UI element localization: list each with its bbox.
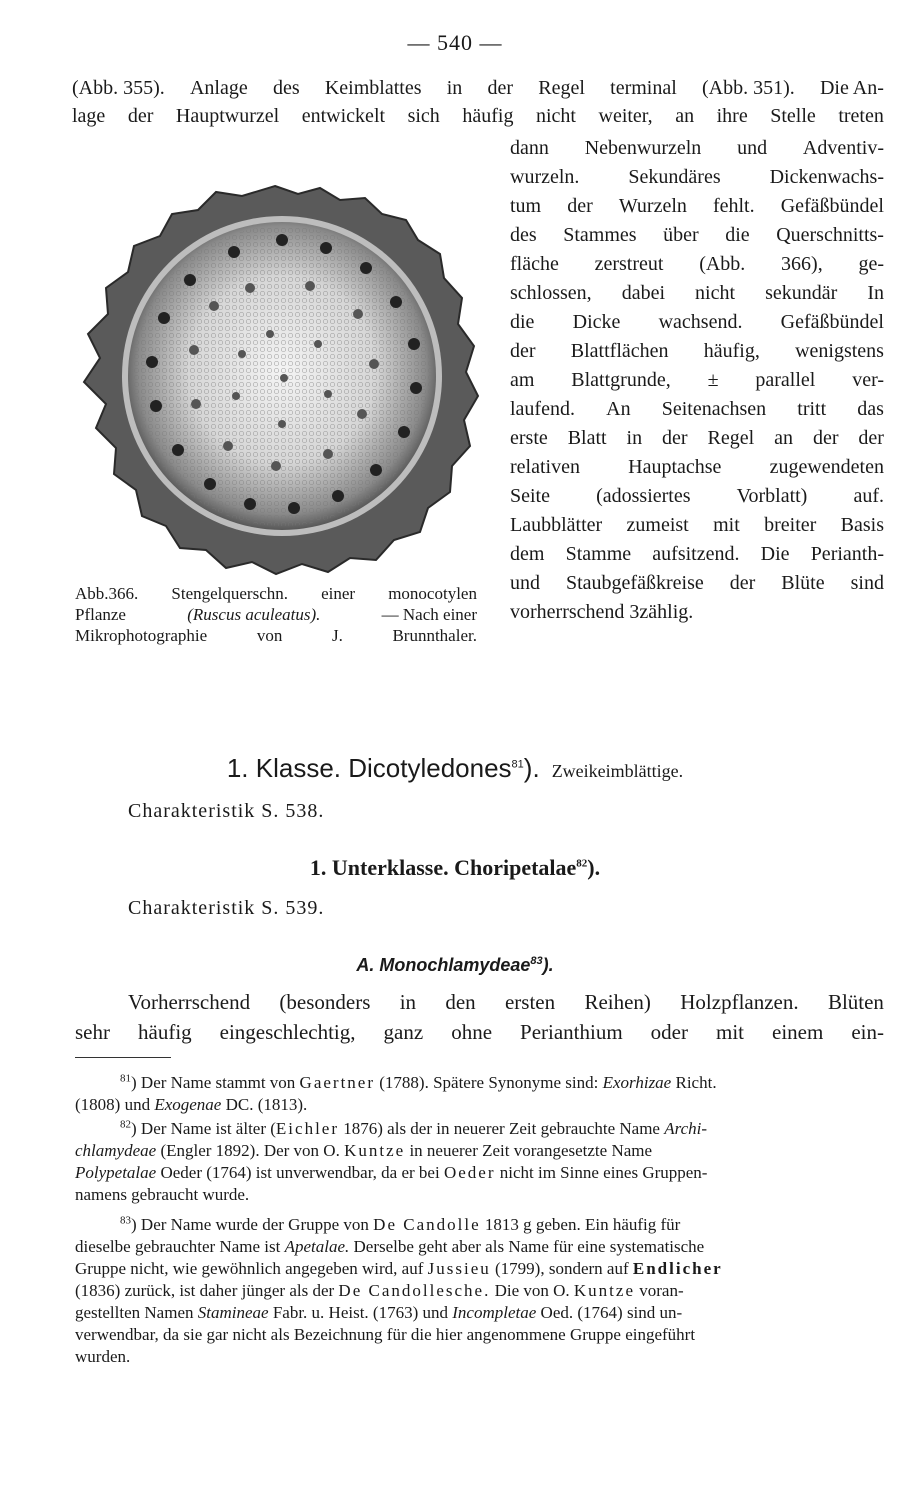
body-text-line <box>510 397 884 421</box>
word: parallel <box>755 369 816 391</box>
body-text-line <box>510 223 884 247</box>
body-text-line <box>510 426 884 450</box>
word: Dicke <box>572 311 621 333</box>
word: Wurzeln <box>618 195 687 217</box>
word: Abb.366. <box>75 584 139 603</box>
word: erste <box>510 427 548 449</box>
word: zugewendeten <box>769 456 884 478</box>
word: der <box>567 195 593 217</box>
body-text-line <box>510 136 884 160</box>
stem-cross-section-figure <box>70 178 485 578</box>
body-text-line <box>510 339 884 363</box>
word: Blattflächen <box>570 340 669 362</box>
word: nicht <box>535 105 576 127</box>
caption-line <box>75 604 477 625</box>
word: sekundär <box>765 282 838 304</box>
word: Reihen) <box>584 990 651 1014</box>
word: Basis <box>840 514 884 536</box>
word: Die An- <box>819 77 884 99</box>
word: nicht <box>695 282 736 304</box>
word: einer <box>321 584 356 603</box>
word: mit <box>716 1020 745 1044</box>
word: ihre <box>716 105 748 127</box>
word: (adossiertes <box>596 485 691 507</box>
word: ohne <box>451 1020 493 1044</box>
word: tum <box>510 195 542 217</box>
body-text-line <box>510 281 884 305</box>
figure-caption <box>75 583 477 646</box>
word: die <box>725 224 750 246</box>
paragraph-line <box>128 990 884 1014</box>
caption-text: Pflanze <box>75 605 126 624</box>
word: Seitenachsen <box>661 398 767 420</box>
caption-text: — Nach einer <box>381 605 477 624</box>
word: der <box>858 427 884 449</box>
word: an <box>675 105 695 127</box>
word: sehr <box>75 1020 110 1044</box>
word: Seite <box>510 485 550 507</box>
word: Blüten <box>827 990 884 1014</box>
word: des <box>510 224 537 246</box>
word: zumeist <box>626 514 689 536</box>
body-text-line <box>510 542 884 566</box>
body-text-line <box>510 368 884 392</box>
word: ein- <box>851 1020 884 1044</box>
word: fläche <box>510 253 559 275</box>
word: Anlage <box>189 77 248 99</box>
word: aufsitzend. <box>652 543 740 565</box>
word: dabei <box>621 282 666 304</box>
word: Dickenwachs- <box>769 166 884 188</box>
word: Gefäßbündel <box>780 311 884 333</box>
word: der <box>487 77 514 99</box>
word: In <box>867 282 884 304</box>
word: der <box>812 427 839 449</box>
body-text-line <box>72 76 884 100</box>
word: über <box>663 224 699 246</box>
stem-cross-section-image <box>70 178 485 578</box>
word: relativen <box>510 456 580 478</box>
footnote-number: 82 <box>120 1118 131 1131</box>
word: sind <box>850 572 884 594</box>
word: häufig, <box>703 340 760 362</box>
word: in <box>446 77 463 99</box>
word: ersten <box>504 990 556 1014</box>
word: treten <box>838 105 884 127</box>
word: Querschnitts- <box>776 224 884 246</box>
body-text-line <box>510 252 884 276</box>
footnote-83: $^{83}$) Der Name wurde der Gruppe von De Candolle 1813 g geben. Ein häufig für dieselbe gebrauchter Name ist Apetalae. Derselbe geht aber als Name für eine systematische Gruppe nicht, wie gewöhnlich angegeben wird, auf Jussieu (1799), sondern auf Endlicher (1836) zurück, ist daher jünger als der De Candollesche. Die von O. Kuntze voran- gestellten Namen Stamineae Fabr. u. Heist. (1763) und Incompletae Oed. (1764) sind un- verwendbar, da sie gar nicht als Bezeichnung für die hier angenommene Gruppe eingeführt wurden. <box>75 1214 723 1366</box>
body-text-line <box>510 165 884 189</box>
word: Perianthium <box>520 1020 623 1044</box>
body-text-line <box>510 513 884 537</box>
footnote-ref: 82 <box>576 857 588 870</box>
word: Staubgefäßkreise <box>566 572 704 594</box>
word: Perianth- <box>810 543 884 565</box>
species-name: (Ruscus aculeatus). <box>187 605 321 624</box>
word: (Abb. 355). <box>72 77 165 99</box>
word: Stammes <box>563 224 637 246</box>
body-text-line <box>72 104 884 128</box>
word: der <box>127 105 154 127</box>
word: auf. <box>853 485 884 507</box>
footnote-ref: 81 <box>511 758 524 771</box>
word: die <box>510 311 535 333</box>
footnote-divider <box>75 1057 171 1058</box>
word: des <box>272 77 300 99</box>
word: (Abb. 351). <box>702 77 795 99</box>
word: Stamme <box>565 543 632 565</box>
class-subtitle: Zweikeimblättige. <box>551 761 684 781</box>
word: fehlt. <box>712 195 755 217</box>
class-heading <box>0 748 910 785</box>
caption-line <box>75 583 477 604</box>
word: An <box>606 398 631 420</box>
charakteristik-ref: Charakteristik S. 538. <box>128 800 325 822</box>
word: in <box>399 990 417 1014</box>
word: 366), <box>781 253 823 275</box>
word: mit <box>713 514 740 536</box>
word: entwickelt <box>301 105 386 127</box>
word: Blatt <box>567 427 607 449</box>
footnote-82: $^{82}$) Der Name ist älter (Eichler 1876) als der in neuerer Zeit gebrauchte Name Archi- chlamydeae (Engler 1892). Der von O. Kuntze in neuerer Zeit vorangesetzte Name Polypetalae Oeder (1764) ist unverwendbar, da er bei Oeder nicht im Sinne eines Gruppen- namens gebraucht wurde. <box>75 1118 708 1204</box>
word: dem <box>510 543 545 565</box>
word: Holzpflanzen. <box>680 990 799 1014</box>
word: terminal <box>610 77 677 99</box>
word: J. <box>331 626 343 645</box>
word: Blüte <box>781 572 825 594</box>
word: Hauptachse <box>628 456 722 478</box>
word: Keimblattes <box>324 77 422 99</box>
word: Adventiv- <box>802 137 884 159</box>
word: in <box>626 427 643 449</box>
body-text-line <box>510 600 693 624</box>
word: ganz <box>383 1020 424 1044</box>
footnote-81: $^{81}$) Der Name stammt von Gaertner (1788). Spätere Synonyme sind: Exorhizae Richt. (1808) und Exogenae DC. (1813). <box>75 1072 717 1114</box>
word: Sekundäres <box>628 166 721 188</box>
word: sich <box>407 105 440 127</box>
word: Regel <box>538 77 585 99</box>
word: den <box>445 990 476 1014</box>
word: dann <box>510 137 549 159</box>
word: Regel <box>707 427 755 449</box>
word: tritt <box>797 398 827 420</box>
word: das <box>857 398 884 420</box>
word: an <box>774 427 793 449</box>
word: vorherrschend 3zählig. <box>510 601 694 623</box>
word: von <box>256 626 283 645</box>
class-title: 1. Klasse. Dicotyledones$^{81}$). <box>226 753 540 783</box>
footnote-number: 81 <box>120 1072 131 1085</box>
group-heading: A. Monochlamydeae$^{83}$). <box>356 955 554 975</box>
word: Gefäßbündel <box>780 195 884 217</box>
word: Vorherrschend <box>128 990 251 1014</box>
word: laufend. <box>510 398 575 420</box>
body-text-line <box>510 484 884 508</box>
word: eingeschlechtig, <box>219 1020 356 1044</box>
word: der <box>729 572 756 594</box>
word: Brunnthaler. <box>392 626 477 645</box>
body-text-line <box>510 455 884 479</box>
footnote-number: 83 <box>120 1214 131 1227</box>
subclass-heading: 1. Unterklasse. Choripetalae$^{82}$). <box>309 855 601 880</box>
word: ± <box>707 369 719 391</box>
charakteristik-ref: Charakteristik S. 539. <box>128 897 325 919</box>
footnote-ref: 83 <box>530 955 543 967</box>
word: wenigstens <box>795 340 884 362</box>
word: Stelle <box>770 105 816 127</box>
word: Blattgrunde, <box>571 369 671 391</box>
word: Stengelquerschn. <box>171 584 288 603</box>
word: Laubblätter <box>510 514 603 536</box>
word: (besonders <box>279 990 371 1014</box>
caption-line <box>75 625 477 646</box>
word: oder <box>650 1020 688 1044</box>
word: weiter, <box>598 105 653 127</box>
body-text-line <box>510 194 884 218</box>
body-text-line <box>510 310 884 334</box>
word: monocotylen <box>388 584 477 603</box>
word: am <box>510 369 535 391</box>
word: wurzeln. <box>510 166 580 188</box>
word: häufig <box>462 105 514 127</box>
word: Mikrophotographie <box>75 626 208 645</box>
word: Die <box>760 543 790 565</box>
page-number: — 540 — <box>407 30 503 55</box>
word: der <box>510 340 536 362</box>
word: Vorblatt) <box>736 485 808 507</box>
word: wachsend. <box>658 311 743 333</box>
word: ver- <box>852 369 884 391</box>
word: häufig <box>138 1020 192 1044</box>
word: breiter <box>764 514 817 536</box>
word: und <box>510 572 540 594</box>
word: zerstreut <box>594 253 664 275</box>
word: und <box>737 137 768 159</box>
paragraph-line <box>75 1020 884 1044</box>
word: Hauptwurzel <box>175 105 280 127</box>
body-text-line <box>510 571 884 595</box>
word: Nebenwurzeln <box>584 137 702 159</box>
word: schlossen, <box>510 282 592 304</box>
word: ge- <box>858 253 884 275</box>
word: einem <box>772 1020 824 1044</box>
word: lage <box>72 105 106 127</box>
word: der <box>662 427 688 449</box>
word: (Abb. <box>699 253 746 275</box>
